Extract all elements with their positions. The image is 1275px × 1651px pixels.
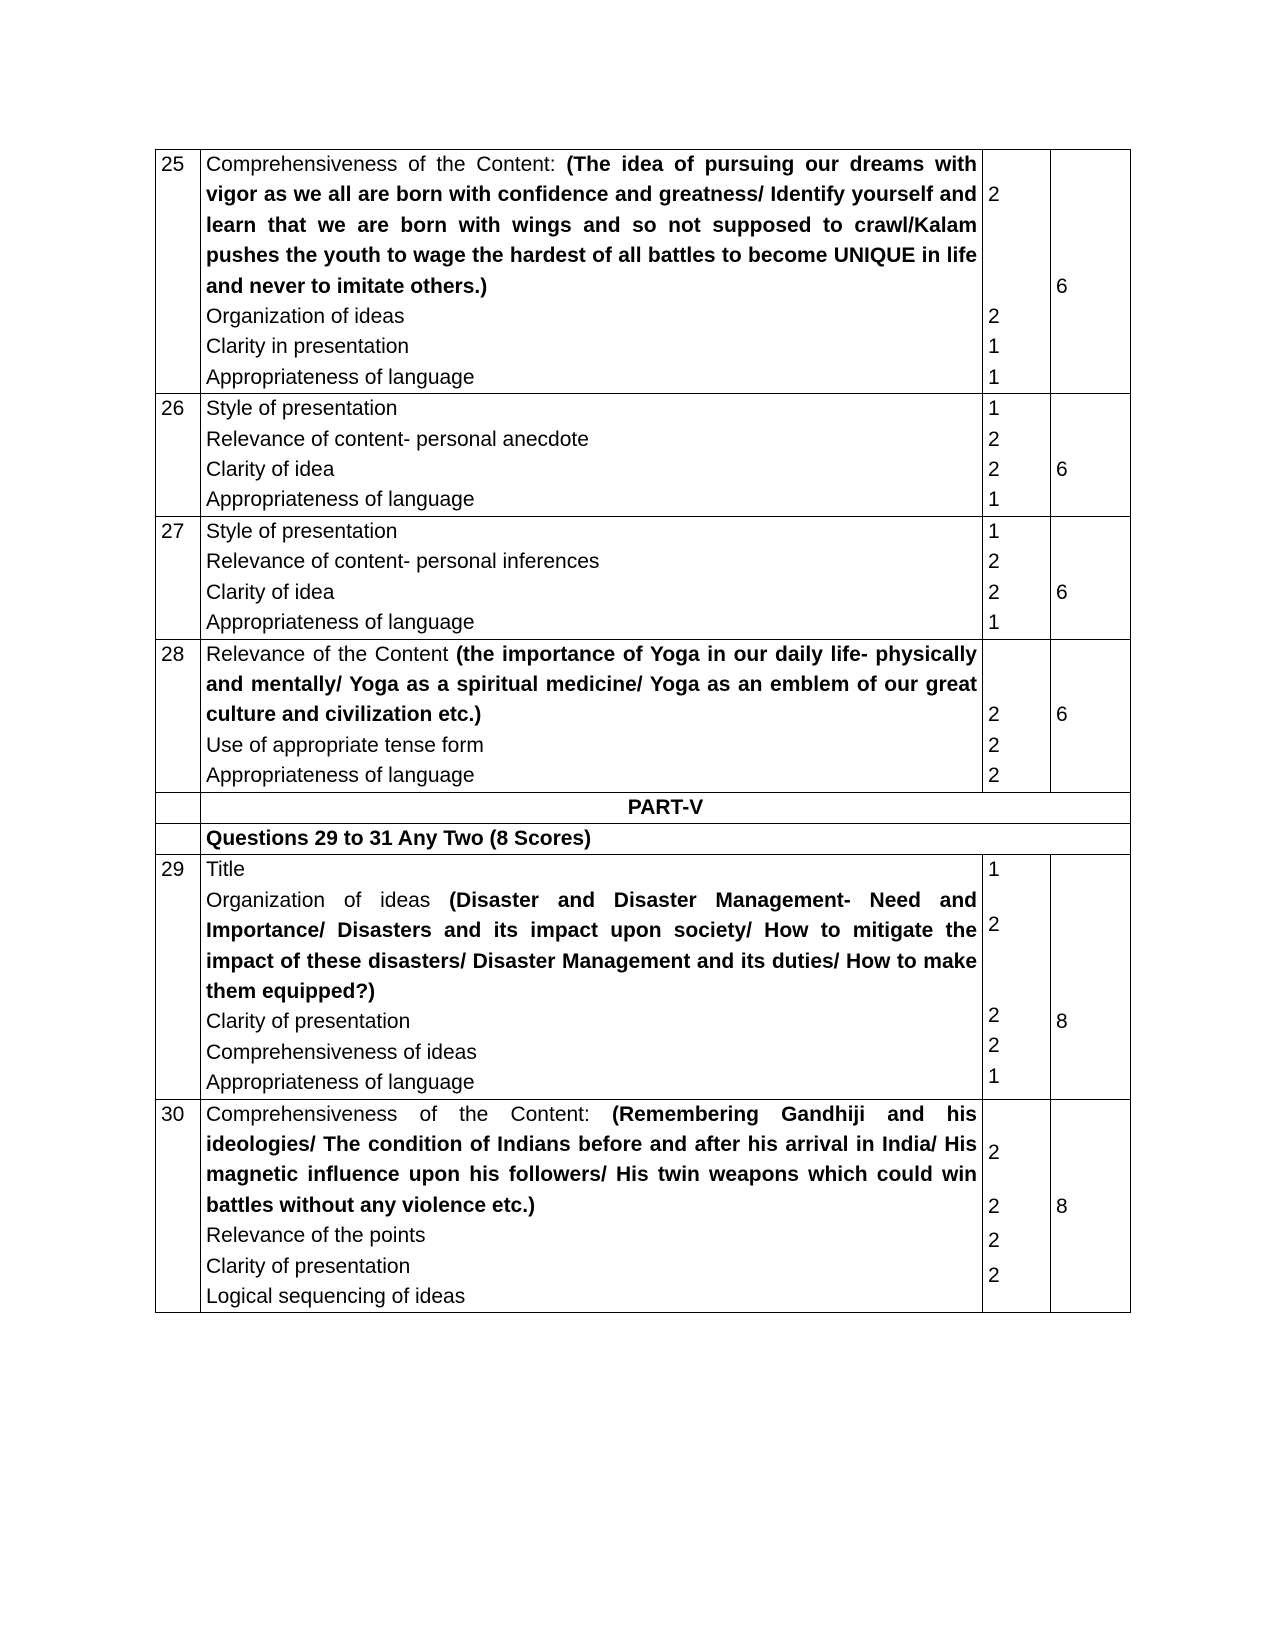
criterion-label: Organization of ideas <box>206 305 405 329</box>
total-score: 6 <box>1056 703 1068 727</box>
mark-value: 2 <box>988 580 1000 604</box>
total-score: 6 <box>1056 274 1068 298</box>
table-row-q30 <box>156 1099 1131 1313</box>
criterion-label: Clarity of idea <box>206 580 335 604</box>
criterion-label: Relevance of content- personal inferences <box>206 550 600 574</box>
marks-cell <box>983 1099 1051 1313</box>
criterion-label: Appropriateness of language <box>206 365 475 389</box>
mark-value: 2 <box>988 703 1000 727</box>
criteria-cell <box>201 516 983 639</box>
criterion-label: Style of presentation <box>206 519 398 543</box>
mark-value: 2 <box>988 427 1000 451</box>
mark-value: 2 <box>988 764 1000 788</box>
total-cell <box>1051 516 1131 639</box>
criterion-label: Clarity of idea <box>206 458 335 482</box>
mark-value: 2 <box>988 1195 1000 1218</box>
mark-value: 1 <box>988 488 1000 512</box>
criterion-label: Style of presentation <box>206 397 398 421</box>
total-cell <box>1051 855 1131 1099</box>
question-number: 26 <box>156 394 201 517</box>
table-row-q28 <box>156 639 1131 792</box>
total-cell <box>1051 1099 1131 1313</box>
mark-value: 1 <box>988 1064 1000 1088</box>
criterion-label: Title <box>206 858 245 882</box>
mark-value: 2 <box>988 1263 1000 1287</box>
mark-value: 1 <box>988 858 1000 882</box>
criteria-cell <box>201 1099 983 1313</box>
mark-value: 2 <box>988 183 1000 207</box>
criterion-label: Clarity of presentation <box>206 1254 411 1278</box>
criterion-label: Appropriateness of language <box>206 611 475 635</box>
table-row-q25 <box>156 150 1131 394</box>
mark-value: 1 <box>988 335 1000 359</box>
mark-value: 2 <box>988 1034 1000 1058</box>
criterion-label: Logical sequencing of ideas <box>206 1285 466 1309</box>
table-row-q27 <box>156 516 1131 639</box>
marks-cell <box>983 516 1051 639</box>
mark-value: 2 <box>988 1003 1000 1027</box>
total-score: 6 <box>1056 458 1068 482</box>
section-heading-row <box>156 792 1131 823</box>
mark-value: 2 <box>988 458 1000 482</box>
total-score: 8 <box>1056 1010 1068 1034</box>
criterion-label: Appropriateness of language <box>206 764 475 788</box>
criterion-content-hint: (Remembering Gandhiji and his ideologies/ The condition of Indians before and after his arrival in India/ His magnetic influence upon his followers/ His twin weapons which could win battles without any violence etc.) <box>206 1102 977 1217</box>
total-cell <box>1051 639 1131 792</box>
section-instruction-row <box>156 823 1131 854</box>
table-row-q26 <box>156 394 1131 517</box>
marks-cell <box>983 150 1051 394</box>
mark-value: 1 <box>988 611 1000 635</box>
total-score: 8 <box>1056 1194 1068 1218</box>
scoring-table <box>155 149 1131 1313</box>
table-row-q29 <box>156 855 1131 1099</box>
question-number: 30 <box>156 1099 201 1313</box>
criterion-label: Appropriateness of language <box>206 488 475 512</box>
question-number: 25 <box>156 150 201 394</box>
criteria-cell <box>201 394 983 517</box>
criterion-label: Clarity of presentation <box>206 1010 411 1034</box>
question-number: 29 <box>156 855 201 1099</box>
mark-value: 2 <box>988 733 1000 757</box>
criterion-label: Comprehensiveness of the Content: <box>206 153 567 176</box>
mark-value: 2 <box>988 304 1000 328</box>
criterion-label: Appropriateness of language <box>206 1071 475 1095</box>
criterion-label: Relevance of the Content <box>206 642 456 666</box>
criterion-label: Comprehensiveness of the Content: <box>206 1102 612 1126</box>
criterion-label: Relevance of the points <box>206 1224 426 1248</box>
section-heading: PART-V <box>201 792 1131 823</box>
criterion-label: Use of appropriate tense form <box>206 733 484 757</box>
question-number: 27 <box>156 516 201 639</box>
marks-cell <box>983 639 1051 792</box>
criteria-cell <box>201 150 983 394</box>
criterion-label: Organization of ideas <box>206 888 450 912</box>
mark-value: 2 <box>988 1140 1000 1164</box>
criteria-cell <box>201 639 983 792</box>
total-cell <box>1051 150 1131 394</box>
criterion-content-hint: (Disaster and Disaster Management- Need and Importance/ Disasters and its impact upon society/ How to mitigate the impact of these disasters/ Disaster Management and its duties/ How to make them equipped?) <box>206 888 977 1003</box>
criterion-label: Clarity in presentation <box>206 335 410 359</box>
criterion-content-hint: (the importance of Yoga in our daily life- physically and mentally/ Yoga as a spiritual medicine/ Yoga as an emblem of our great culture and civilization etc.) <box>206 642 977 727</box>
mark-value: 1 <box>988 397 1000 421</box>
mark-value: 2 <box>988 912 1000 936</box>
mark-value: 2 <box>988 1229 1000 1253</box>
question-number: 28 <box>156 639 201 792</box>
criteria-cell <box>201 855 983 1099</box>
section-instruction: Questions 29 to 31 Any Two (8 Scores) <box>201 823 1131 854</box>
total-score: 6 <box>1056 580 1068 604</box>
criterion-label: Comprehensiveness of ideas <box>206 1040 477 1064</box>
marks-cell <box>983 855 1051 1099</box>
mark-value: 1 <box>988 365 1000 389</box>
mark-value: 1 <box>988 519 1000 543</box>
total-cell <box>1051 394 1131 517</box>
criterion-content-hint: (The idea of pursuing our dreams with vigor as we all are born with confidence and greatness/ Identify yourself and learn that we are born with wings and so not supposed to crawl/Kalam pushes the youth to wage the hardest of all battles to become UNIQUE in life and never to imitate others.) <box>206 153 977 298</box>
mark-value: 2 <box>988 550 1000 574</box>
marks-cell <box>983 394 1051 517</box>
criterion-label: Relevance of content- personal anecdote <box>206 427 589 451</box>
